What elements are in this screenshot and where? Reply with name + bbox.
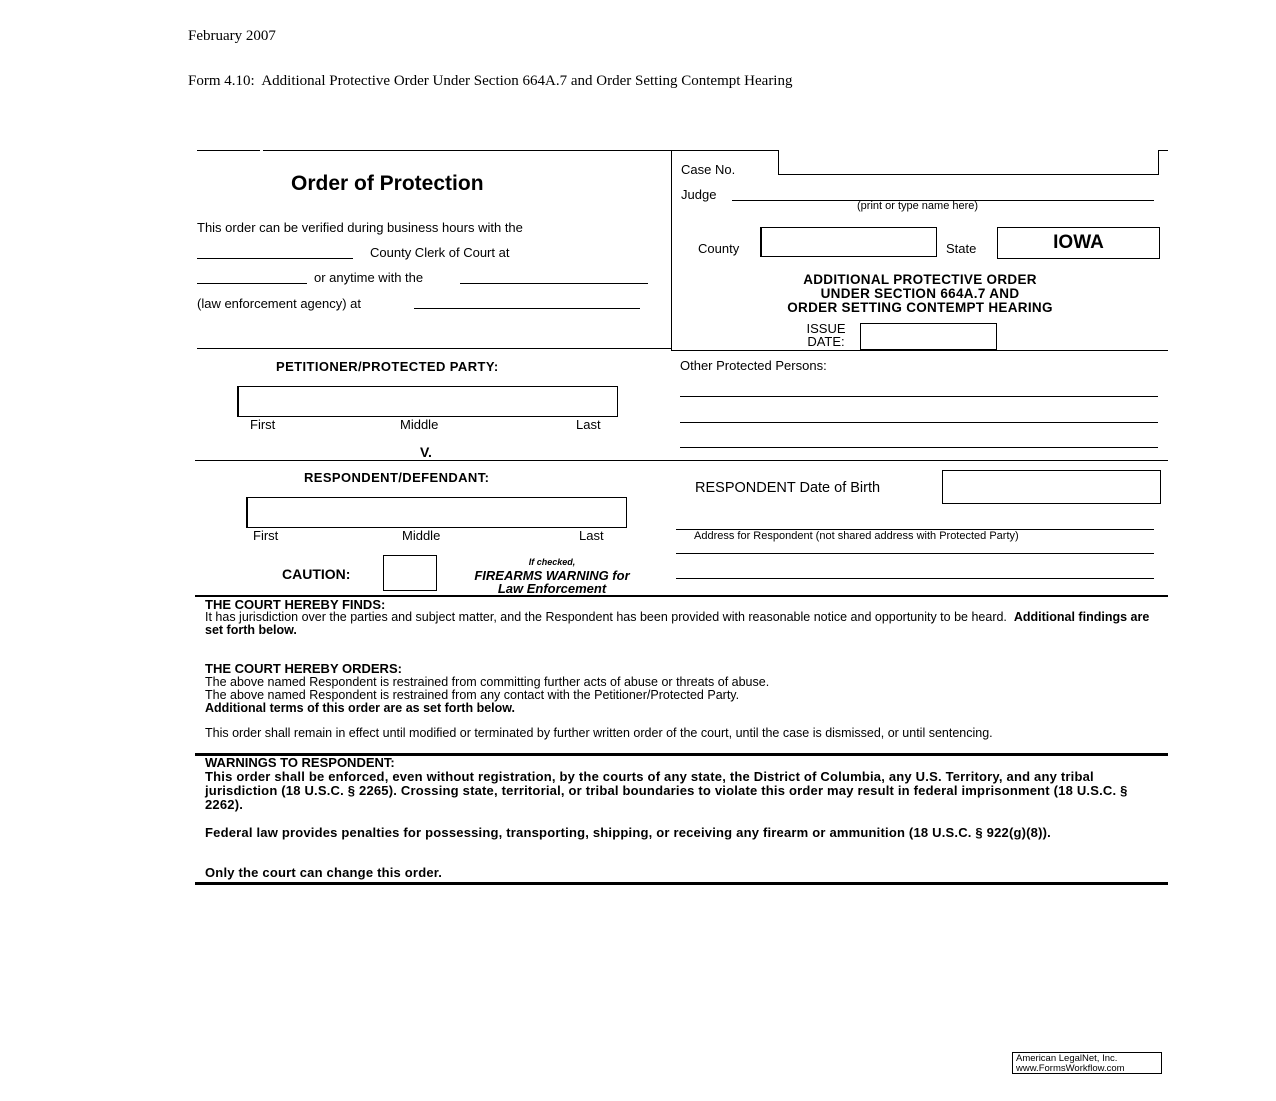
judge-hint: (print or type name here) (857, 200, 979, 212)
respondent-name-input[interactable] (246, 497, 627, 528)
county-input[interactable] (760, 227, 937, 257)
party-separator-rule (195, 460, 1168, 461)
caution-label: CAUTION: (282, 566, 351, 582)
verify-line-2: County Clerk of Court at (370, 245, 510, 260)
orders-heading: THE COURT HEREBY ORDERS: (205, 661, 402, 676)
address-line-3[interactable] (676, 578, 1154, 579)
agency-phone-line[interactable] (414, 308, 640, 309)
case-no-label: Case No. (681, 162, 736, 177)
issue-label-line-2: DATE: (807, 334, 845, 349)
issue-date-input[interactable] (860, 323, 997, 350)
firearms-warning-line-2: Law Enforcement (497, 581, 607, 596)
warnings-bottom-rule (195, 882, 1168, 885)
findings-body: It has jurisdiction over the parties and subject matter, and the Respondent has been provided with reasonable notice and opportunity to be heard. (205, 610, 1007, 624)
respondent-dob-input[interactable] (942, 470, 1161, 504)
address-line-2[interactable] (676, 553, 1154, 554)
issue-date-label (793, 322, 859, 348)
respondent-last-label: Last (579, 528, 604, 543)
vendor-stamp (1012, 1052, 1162, 1074)
state-box: IOWA (997, 227, 1160, 259)
order-title-line-2: UNDER SECTION 664A.7 AND (820, 286, 1020, 301)
respondent-middle-label: Middle (402, 528, 441, 543)
document-date: February 2007 (188, 28, 276, 44)
other-protected-line-1[interactable] (680, 396, 1158, 397)
county-label: County (698, 241, 740, 256)
other-protected-label: Other Protected Persons: (680, 358, 827, 373)
findings-heading: THE COURT HEREBY FINDS: (205, 597, 386, 612)
versus-label: V. (420, 444, 432, 460)
case-no-input[interactable] (778, 150, 1159, 175)
mid-rule-right (671, 350, 1168, 351)
petitioner-middle-label: Middle (400, 417, 439, 432)
verify-line-3: or anytime with the (314, 270, 424, 285)
mid-rule-left (197, 348, 671, 349)
petitioner-heading: PETITIONER/PROTECTED PARTY: (276, 359, 499, 374)
orders-line-1: The above named Respondent is restrained from committing further acts of abuse or threats of abuse. (205, 675, 770, 689)
verify-line-1: This order can be verified during business hours with the (197, 220, 523, 235)
warnings-para-3: Only the court can change this order. (205, 865, 443, 880)
issue-label-line-1: ISSUE (806, 321, 846, 336)
state-label: State (946, 241, 977, 256)
other-protected-line-3[interactable] (680, 447, 1158, 448)
orders-effect-text: This order shall remain in effect until modified or terminated by further written order of the court, until the case is dismissed, or until sentencing. (205, 726, 993, 740)
warnings-para-2: Federal law provides penalties for possessing, transporting, shipping, or receiving any firearm or ammunition (18 U.S.C. § 922(g)(8)). (205, 825, 1051, 840)
orders-line-2: The above named Respondent is restrained from any contact with the Petitioner/Protected Party. (205, 688, 740, 702)
order-type-title (680, 273, 1160, 315)
orders-line-3: Additional terms of this order are as set forth below. (205, 701, 516, 715)
clerk-phone-line[interactable] (197, 283, 307, 284)
petitioner-last-label: Last (576, 417, 601, 432)
petitioner-name-input[interactable] (237, 386, 618, 417)
respondent-first-label: First (253, 528, 279, 543)
petitioner-first-label: First (250, 417, 276, 432)
warnings-para-1: This order shall be enforced, even without registration, by the courts of any state, the District of Columbia, any U.S. Territory, and any tribal jurisdiction (18 U.S.C. § 2265). Crossing state, territorial, or tribal boundaries to violate this order may result in federal imprisonment (18 U.S.C. § 2262). (205, 769, 1128, 812)
findings-additional: Additional findings are set forth below. (205, 610, 1150, 637)
firearms-warning-text (442, 556, 662, 595)
respondent-heading: RESPONDENT/DEFENDANT: (304, 470, 490, 485)
top-rule-left (197, 150, 260, 151)
firearms-warning-checkbox[interactable] (383, 555, 437, 591)
warnings-heading: WARNINGS TO RESPONDENT: (205, 755, 395, 770)
clerk-county-line[interactable] (197, 258, 353, 259)
findings-text (205, 611, 1160, 637)
center-divider (671, 150, 672, 350)
address-label: Address for Respondent (not shared address with Protected Party) (694, 530, 1019, 542)
firearms-warning-line-1: FIREARMS WARNING for (474, 568, 630, 583)
form-title: Form 4.10: Additional Protective Order Under Section 664A.7 and Order Setting Contempt Hearing (188, 73, 793, 89)
vendor-line-2: www.FormsWorkflow.com (1016, 1063, 1125, 1074)
verify-line-4: (law enforcement agency) at (197, 296, 362, 311)
order-protection-title: Order of Protection (291, 172, 484, 195)
if-checked-label: If checked, (528, 557, 576, 567)
vendor-line-1: American LegalNet, Inc. (1016, 1053, 1118, 1064)
agency-name-line[interactable] (460, 283, 648, 284)
judge-label: Judge (681, 187, 717, 202)
order-title-line-1: ADDITIONAL PROTECTIVE ORDER (803, 272, 1037, 287)
other-protected-line-2[interactable] (680, 422, 1158, 423)
respondent-dob-label: RESPONDENT Date of Birth (695, 480, 881, 496)
order-title-line-3: ORDER SETTING CONTEMPT HEARING (787, 300, 1053, 315)
